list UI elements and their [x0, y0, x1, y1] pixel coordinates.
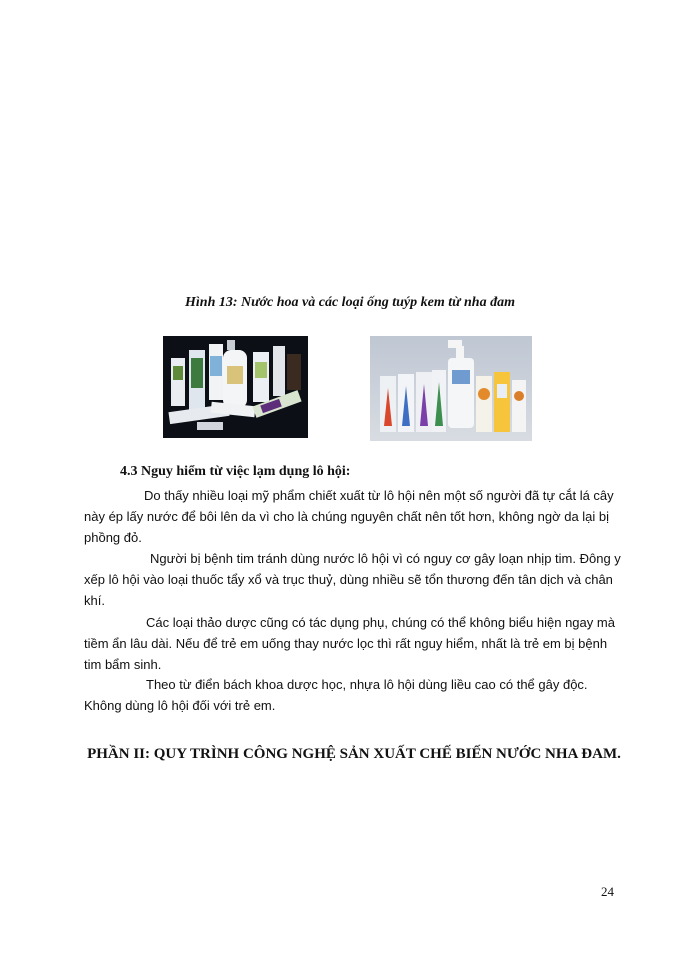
paragraph-1-text: Do thấy nhiều loại mỹ phẩm chiết xuất từ lô hội nên một số người đã tự cắt lá cây này ép lấy nước để bôi lên da vì cho là chúng nguyên chất nên tốt hơn, không ngờ da lại bị phồng đỏ.: [84, 488, 614, 545]
paragraph-4-text: Theo từ điển bách khoa dược học, nhựa lô hội dùng liều cao có thể gây độc. Không dùng lô hội đối với trẻ em.: [84, 677, 588, 713]
aloe-perfume-products-photo: [163, 336, 308, 438]
aloe-cream-tubes-illustration: [370, 336, 532, 441]
paragraph-3-text: Các loại thảo dược cũng có tác dụng phụ, chúng có thể không biểu hiện ngay mà tiềm ẩn lâu dài. Nếu để trẻ em uống thay nước lọc thì rất nguy hiểm, nhất là trẻ em bị bệnh tim bẩm sinh.: [84, 615, 615, 672]
section-heading: 4.3 Nguy hiểm từ việc lạm dụng lô hội:: [120, 464, 351, 479]
paragraph-4: [84, 674, 624, 716]
figure-caption: Hình 13: Nước hoa và các loại ống tuýp kem từ nha đam: [185, 295, 515, 310]
aloe-cream-tubes-photo: [370, 336, 532, 441]
page-number: 24: [601, 884, 614, 899]
paragraph-1: [84, 485, 624, 548]
paragraph-2-text: Người bị bệnh tim tránh dùng nước lô hội vì có nguy cơ gây loạn nhịp tim. Đông y xếp lô hội vào loại thuốc tẩy xổ và trục thuỷ, dùng nhiều sẽ tổn thương đến tân dịch và chân khí.: [84, 551, 621, 608]
paragraph-2: [84, 548, 624, 611]
part-heading: PHẦN II: QUY TRÌNH CÔNG NGHỆ SẢN XUẤT CHẾ BIẾN NƯỚC NHA ĐAM.: [87, 746, 621, 762]
paragraph-3: [84, 612, 624, 675]
aloe-perfume-products-illustration: [163, 336, 308, 438]
